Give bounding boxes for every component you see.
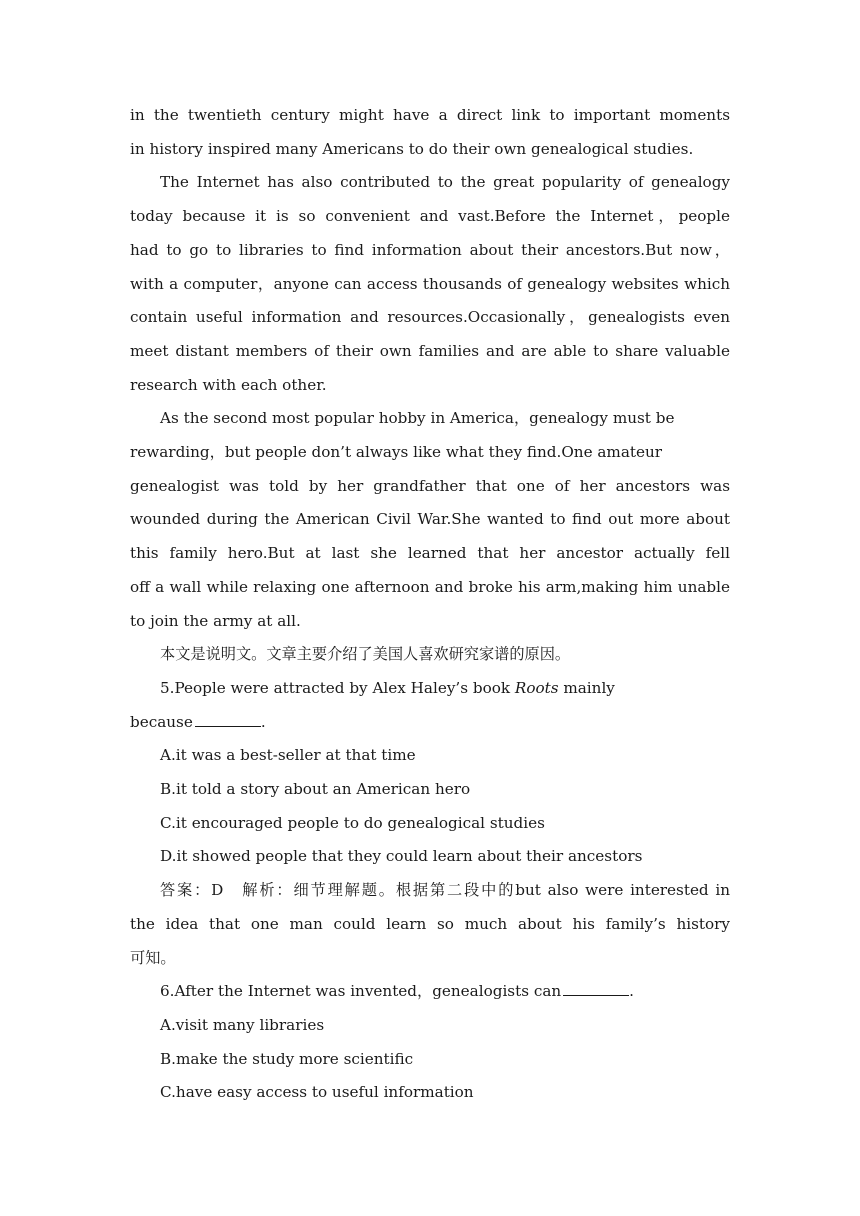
question-stem [130,672,730,706]
stem-text: 6.After the Internet was invented，genealogists can [160,982,562,1001]
stem-text: because [130,712,193,731]
book-title: Roots [514,678,559,697]
answer-blank [195,725,261,727]
option-a: A.it was a best-seller at that time [160,746,416,765]
summary-note: 本文是说明文。文章主要介绍了美国人喜欢研究家谱的原因。 [160,645,571,664]
stem-text: mainly [558,678,615,697]
question-6 [130,975,730,1110]
option-b: B.make the study more scientific [160,1049,414,1068]
option-b: B.it told a story about an American hero [160,780,471,799]
text-line: rewarding，but people don’t always like what they find.One amateur [130,443,663,462]
text-line: off a wall while relaxing one afternoon and broke his arm,making him unable [130,577,730,596]
option-c: C.have easy access to useful information [160,1083,474,1102]
text-line: to join the army at all. [130,611,301,630]
text-line: The Internet has also contributed to the great popularity of genealogy [160,173,730,192]
text-line: in the twentieth century might have a direct link to important moments [130,106,730,124]
text-line: research with each other. [130,375,327,394]
text-line: genealogist was told by her grandfather that one of her ancestors was [130,476,730,495]
answer-explanation: 可知。 [130,948,176,967]
text-line: with a computer，anyone can access thousands of genealogy websites which [130,274,730,293]
question-5 [130,672,730,975]
answer-explanation: 答案：D 解析：细节理解题。根据第二段中的but also were interested in [160,881,730,900]
paragraph-1 [130,99,730,166]
question-stem [130,975,730,1009]
stem-end: . [260,712,266,731]
option-c: C.it encouraged people to do genealogical studies [160,813,545,832]
text-line: in history inspired many Americans to do their own genealogical studies. [130,139,694,158]
option-a: A.visit many libraries [160,1015,325,1034]
answer-blank [563,994,629,996]
text-line: meet distant members of their own families and are able to share valuable [130,341,730,360]
stem-text: 5.People were attracted by Alex Haley’s book [160,678,515,697]
stem-end: . [629,982,634,1001]
document-page [130,99,730,1110]
text-line: contain useful information and resources.Occasionally，genealogists even [130,308,730,327]
paragraph-2 [130,166,730,402]
text-line: As the second most popular hobby in America，genealogy must be [160,409,675,428]
text-line: today because it is so convenient and vast.Before the Internet，people [130,207,730,226]
option-d: D.it showed people that they could learn about their ancestors [160,847,643,866]
text-line: had to go to libraries to find information about their ancestors.But now， [130,240,730,259]
question-stem [130,706,730,740]
paragraph-3 [130,402,730,638]
answer-explanation: the idea that one man could learn so much about his family’s history [130,914,730,933]
text-line: wounded during the American Civil War.She wanted to find out more about [130,510,730,529]
text-line: this family hero.But at last she learned that her ancestor actually fell [130,544,730,563]
